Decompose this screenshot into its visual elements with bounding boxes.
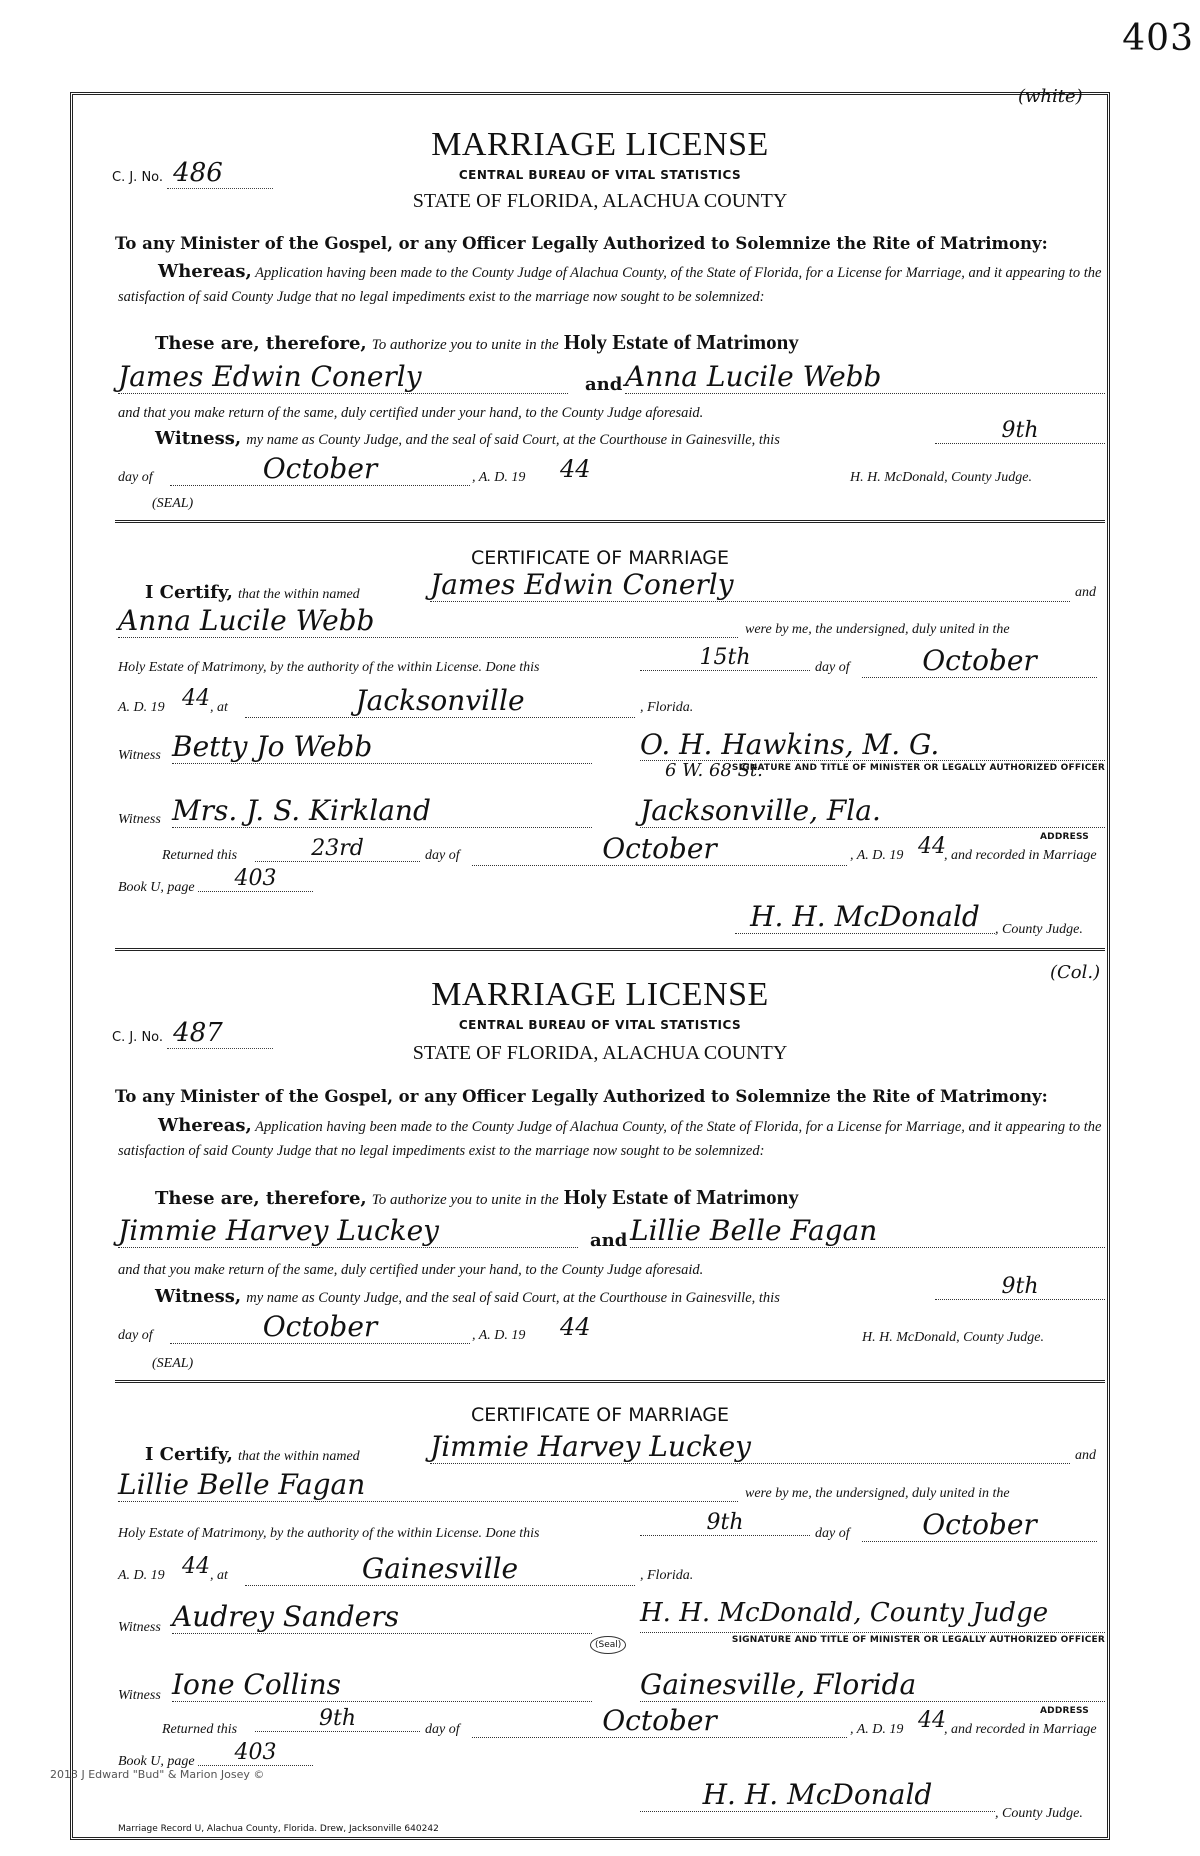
witness-text: my name as County Judge, and the seal of said Court, at the Courthouse in Gainesville, this bbox=[246, 1290, 780, 1306]
witness-1-name: Betty Jo Webb bbox=[172, 730, 592, 764]
marriage-place: Jacksonville bbox=[245, 684, 635, 718]
witness-row bbox=[155, 428, 780, 449]
book-label: Book U, page bbox=[118, 880, 195, 895]
day-of-label: day of bbox=[815, 660, 850, 675]
judge-signature: H. H. McDonald, County Judge. bbox=[862, 1330, 1044, 1345]
cert-year: 44 bbox=[182, 1554, 210, 1579]
book-page: 403 bbox=[198, 1740, 313, 1766]
day-of-label: day of bbox=[815, 1526, 850, 1541]
certify-text: that the within named bbox=[237, 587, 360, 602]
and-label: and bbox=[590, 1230, 628, 1251]
and-label: and bbox=[1075, 1448, 1096, 1463]
recorded-text: , and recorded in Marriage bbox=[944, 1722, 1097, 1737]
salutation: To any Minister of the Gospel, or any Officer Legally Authorized to Solemnize the Rite of Matrimony: bbox=[115, 234, 1048, 253]
seal-label: (SEAL) bbox=[152, 496, 194, 511]
witness-row bbox=[155, 1286, 780, 1307]
book-page: 403 bbox=[198, 866, 313, 892]
judge-signature: H. H. McDonald bbox=[640, 1778, 995, 1812]
these-label: These are, therefore, bbox=[155, 1188, 367, 1209]
holy-text: Holy Estate of Matrimony, by the authority of the within License. Done this bbox=[118, 1526, 540, 1541]
certify-label: I Certify, bbox=[145, 582, 233, 603]
these-text: To authorize you to unite in the bbox=[371, 1192, 559, 1208]
witness-text: my name as County Judge, and the seal of said Court, at the Courthouse in Gainesville, this bbox=[246, 432, 780, 448]
judge-signature: H. H. McDonald bbox=[735, 900, 995, 934]
state-county: STATE OF FLORIDA, ALACHUA COUNTY bbox=[412, 190, 788, 212]
cert-year: 44 bbox=[182, 686, 210, 711]
marriage-place: Gainesville bbox=[245, 1552, 635, 1586]
these-text: To authorize you to unite in the bbox=[371, 337, 559, 353]
certify-row bbox=[145, 582, 360, 603]
returned-day: 9th bbox=[255, 1706, 420, 1732]
license-day: 9th bbox=[935, 1274, 1105, 1300]
returned-day-of: day of bbox=[425, 1722, 460, 1737]
page-number: 403 bbox=[1122, 18, 1194, 59]
officer-city: Gainesville, Florida bbox=[640, 1668, 1105, 1702]
returned-label: Returned this bbox=[162, 1722, 238, 1737]
day-of-label: day of bbox=[118, 1328, 153, 1343]
section-divider bbox=[115, 1380, 1105, 1383]
whereas-text: Application having been made to the County Judge of Alachua County, of the State of Florida, for a License for Marriage, and it appearing to the satisfaction of said County Judge that no legal impediments exist to the marriage now sought to be solemnized: bbox=[118, 1119, 1102, 1159]
bureau-label: CENTRAL BUREAU OF VITAL STATISTICS bbox=[458, 1018, 742, 1032]
ad-label: , A. D. 19 bbox=[472, 470, 526, 485]
cj-number: 487 bbox=[167, 1018, 273, 1049]
officer-caption: SIGNATURE AND TITLE OF MINISTER OR LEGALLY AUTHORIZED OFFICER bbox=[640, 1632, 1105, 1645]
witness-label: Witness bbox=[118, 812, 161, 827]
license-year: 44 bbox=[560, 1313, 591, 1341]
at-label: , at bbox=[210, 700, 228, 715]
florida-label: , Florida. bbox=[640, 700, 694, 715]
certificate-title: CERTIFICATE OF MARRIAGE bbox=[471, 547, 729, 569]
ad-label: A. D. 19 bbox=[118, 700, 165, 715]
county-judge-label: , County Judge. bbox=[995, 1806, 1083, 1821]
whereas-paragraph bbox=[118, 1114, 1105, 1163]
seal-label: (SEAL) bbox=[152, 1356, 194, 1371]
section-divider bbox=[115, 520, 1105, 523]
holy-estate: Holy Estate of Matrimony bbox=[563, 330, 799, 354]
groom-name: James Edwin Conerly bbox=[118, 360, 568, 394]
race-annotation: (white) bbox=[1018, 86, 1083, 107]
bride-name: Anna Lucile Webb bbox=[625, 360, 1105, 394]
whereas-text: Application having been made to the County Judge of Alachua County, of the State of Florida, for a License for Marriage, and it appearing to the satisfaction of said County Judge that no legal impediments exist to the marriage now sought to be solemnized: bbox=[118, 265, 1102, 305]
holy-estate: Holy Estate of Matrimony bbox=[563, 1185, 799, 1209]
officer-signature: H. H. McDonald, County Judge bbox=[640, 1598, 1049, 1628]
recorded-text: , and recorded in Marriage bbox=[944, 848, 1097, 863]
returned-ad: , A. D. 19 bbox=[850, 848, 904, 863]
seal-mark: (Seal) bbox=[590, 1636, 626, 1654]
race-annotation: (Col.) bbox=[1050, 962, 1101, 983]
done-month: October bbox=[862, 644, 1097, 678]
license-month: October bbox=[170, 1310, 470, 1344]
address-caption: ADDRESS bbox=[1040, 832, 1089, 842]
judge-signature: H. H. McDonald, County Judge. bbox=[850, 470, 1032, 485]
certify-text: that the within named bbox=[237, 1449, 360, 1464]
these-row bbox=[155, 330, 799, 355]
cert-groom-name: Jimmie Harvey Luckey bbox=[430, 1430, 1070, 1464]
returned-month: October bbox=[472, 832, 847, 866]
license-day: 9th bbox=[935, 418, 1105, 444]
returned-day-of: day of bbox=[425, 848, 460, 863]
officer-signature: O. H. Hawkins, M. G. bbox=[640, 728, 940, 761]
cert-groom-name: James Edwin Conerly bbox=[430, 568, 1070, 602]
returned-ad: , A. D. 19 bbox=[850, 1722, 904, 1737]
officer-address: 6 W. 68 St. bbox=[665, 760, 763, 781]
whereas-label: Whereas, bbox=[158, 1115, 252, 1136]
were-text: were by me, the undersigned, duly united in the bbox=[745, 622, 1010, 637]
witness-label: Witness bbox=[118, 1688, 161, 1703]
cert-bride-name: Lillie Belle Fagan bbox=[118, 1468, 738, 1502]
witness-label: Witness, bbox=[155, 1286, 242, 1307]
state-county: STATE OF FLORIDA, ALACHUA COUNTY bbox=[412, 1042, 788, 1064]
return-text: and that you make return of the same, duly certified under your hand, to the County Judge aforesaid. bbox=[118, 1262, 704, 1278]
returned-year: 44 bbox=[918, 1708, 946, 1733]
license-title: MARRIAGE LICENSE bbox=[431, 126, 769, 163]
whereas-label: Whereas, bbox=[158, 261, 252, 282]
witness-2-name: Ione Collins bbox=[172, 1668, 592, 1702]
witness-2-name: Mrs. J. S. Kirkland bbox=[172, 794, 592, 828]
cert-bride-name: Anna Lucile Webb bbox=[118, 604, 738, 638]
cj-number: 486 bbox=[167, 158, 273, 189]
county-judge-label: , County Judge. bbox=[995, 922, 1083, 937]
holy-text: Holy Estate of Matrimony, by the authority of the within License. Done this bbox=[118, 660, 540, 675]
section-divider bbox=[115, 948, 1105, 951]
witness-label: Witness bbox=[118, 1620, 161, 1635]
copyright-watermark: 2013 J Edward "Bud" & Marion Josey © bbox=[50, 1768, 265, 1781]
done-day: 15th bbox=[640, 645, 810, 671]
witness-label: Witness, bbox=[155, 428, 242, 449]
bureau-label: CENTRAL BUREAU OF VITAL STATISTICS bbox=[458, 168, 742, 182]
license-year: 44 bbox=[560, 455, 591, 483]
at-label: , at bbox=[210, 1568, 228, 1583]
done-day: 9th bbox=[640, 1510, 810, 1536]
cj-label: C. J. No. bbox=[112, 170, 164, 185]
witness-1-name: Audrey Sanders bbox=[172, 1600, 592, 1634]
return-text: and that you make return of the same, duly certified under your hand, to the County Judge aforesaid. bbox=[118, 405, 704, 421]
these-row bbox=[155, 1185, 799, 1210]
officer-caption: SIGNATURE AND TITLE OF MINISTER OR LEGALLY AUTHORIZED OFFICER bbox=[640, 760, 1105, 773]
groom-name: Jimmie Harvey Luckey bbox=[118, 1214, 578, 1248]
certify-row bbox=[145, 1444, 360, 1465]
returned-day: 23rd bbox=[255, 836, 420, 862]
ad-label: A. D. 19 bbox=[118, 1568, 165, 1583]
these-label: These are, therefore, bbox=[155, 333, 367, 354]
and-label: and bbox=[1075, 585, 1096, 600]
florida-label: , Florida. bbox=[640, 1568, 694, 1583]
certificate-title: CERTIFICATE OF MARRIAGE bbox=[471, 1404, 729, 1426]
certify-label: I Certify, bbox=[145, 1444, 233, 1465]
returned-year: 44 bbox=[918, 834, 946, 859]
bride-name: Lillie Belle Fagan bbox=[630, 1214, 1105, 1248]
officer-city: Jacksonville, Fla. bbox=[640, 794, 1105, 828]
whereas-paragraph bbox=[118, 260, 1105, 309]
cj-label: C. J. No. bbox=[112, 1030, 164, 1045]
ad-label: , A. D. 19 bbox=[472, 1328, 526, 1343]
done-month: October bbox=[862, 1508, 1097, 1542]
were-text: were by me, the undersigned, duly united in the bbox=[745, 1486, 1010, 1501]
book-label: Book U, page bbox=[118, 1754, 195, 1769]
license-month: October bbox=[170, 452, 470, 486]
salutation: To any Minister of the Gospel, or any Officer Legally Authorized to Solemnize the Rite of Matrimony: bbox=[115, 1087, 1048, 1106]
witness-label: Witness bbox=[118, 748, 161, 763]
and-label: and bbox=[585, 374, 623, 395]
returned-label: Returned this bbox=[162, 848, 238, 863]
day-of-label: day of bbox=[118, 470, 153, 485]
address-caption: ADDRESS bbox=[1040, 1706, 1089, 1716]
returned-month: October bbox=[472, 1704, 847, 1738]
printer-imprint: Marriage Record U, Alachua County, Florida. Drew, Jacksonville 640242 bbox=[118, 1824, 439, 1834]
license-title: MARRIAGE LICENSE bbox=[431, 976, 769, 1013]
